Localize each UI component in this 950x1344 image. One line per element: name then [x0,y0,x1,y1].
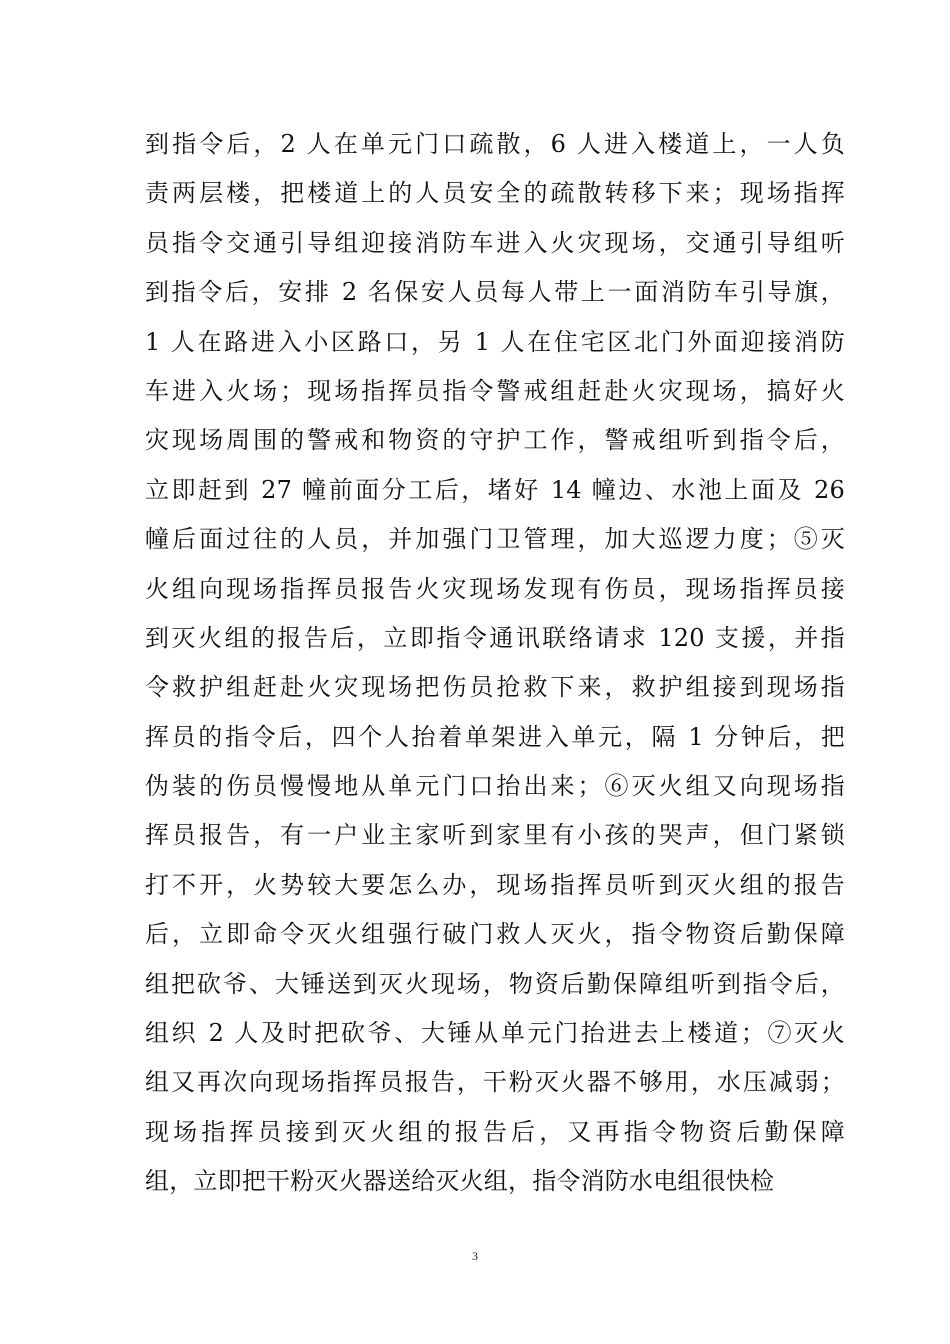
text-line: 组织 2 人及时把砍爷、大锤从单元门抬进去上楼道；⑦灭火 [145,1019,845,1048]
text-line: 火组向现场指挥员报告火灾现场发现有伤员，现场指挥员接 [145,574,845,603]
text-line: 令救护组赶赴火灾现场把伤员抢救下来，救护组接到现场指 [145,673,845,702]
text-line: 组，立即把干粉灭火器送给灭火组，指令消防水电组很快检 [145,1167,775,1196]
text-line: 组把砍爷、大锤送到灭火现场，物资后勤保障组听到指令后， [145,969,845,998]
text-line: 幢后面过往的人员，并加强门卫管理，加大巡逻力度；⑤灭 [145,525,845,554]
text-line: 挥员报告，有一户业主家听到家里有小孩的哭声，但门紧锁 [145,821,845,850]
text-line: 到指令后，安排 2 名保安人员每人带上一面消防车引导旗， [145,278,845,307]
text-line: 车进入火场；现场指挥员指令警戒组赶赴火灾现场，搞好火 [145,376,845,405]
text-line: 组又再次向现场指挥员报告，干粉灭火器不够用，水压减弱； [145,1068,845,1097]
text-line: 灾现场周围的警戒和物资的守护工作，警戒组听到指令后， [145,426,845,455]
text-line: 责两层楼，把楼道上的人员安全的疏散转移下来；现场指挥 [145,179,845,208]
text-line: 挥员的指令后，四个人抬着单架进入单元，隔 1 分钟后，把 [145,722,845,751]
body-paragraph [145,120,845,1207]
text-line: 伪装的伤员慢慢地从单元门口抬出来；⑥灭火组又向现场指 [145,772,845,801]
text-line: 打不开，火势较大要怎么办，现场指挥员听到灭火组的报告 [145,870,845,899]
text-line: 后，立即命令灭火组强行破门救人灭火，指令物资后勤保障 [145,920,845,949]
page-number: 3 [472,1249,478,1263]
text-line: 到灭火组的报告后，立即指令通讯联络请求 120 支援，并指 [145,623,845,652]
text-line: 员指令交通引导组迎接消防车进入火灾现场，交通引导组听 [145,228,845,257]
text-line: 现场指挥员接到灭火组的报告后，又再指令物资后勤保障 [145,1117,845,1146]
text-line: 1 人在路进入小区路口，另 1 人在住宅区北门外面迎接消防 [145,327,845,356]
text-line: 到指令后，2 人在单元门口疏散，6 人进入楼道上，一人负 [145,130,845,158]
text-line: 立即赶到 27 幢前面分工后，堵好 14 幢边、水池上面及 26 [145,475,845,504]
